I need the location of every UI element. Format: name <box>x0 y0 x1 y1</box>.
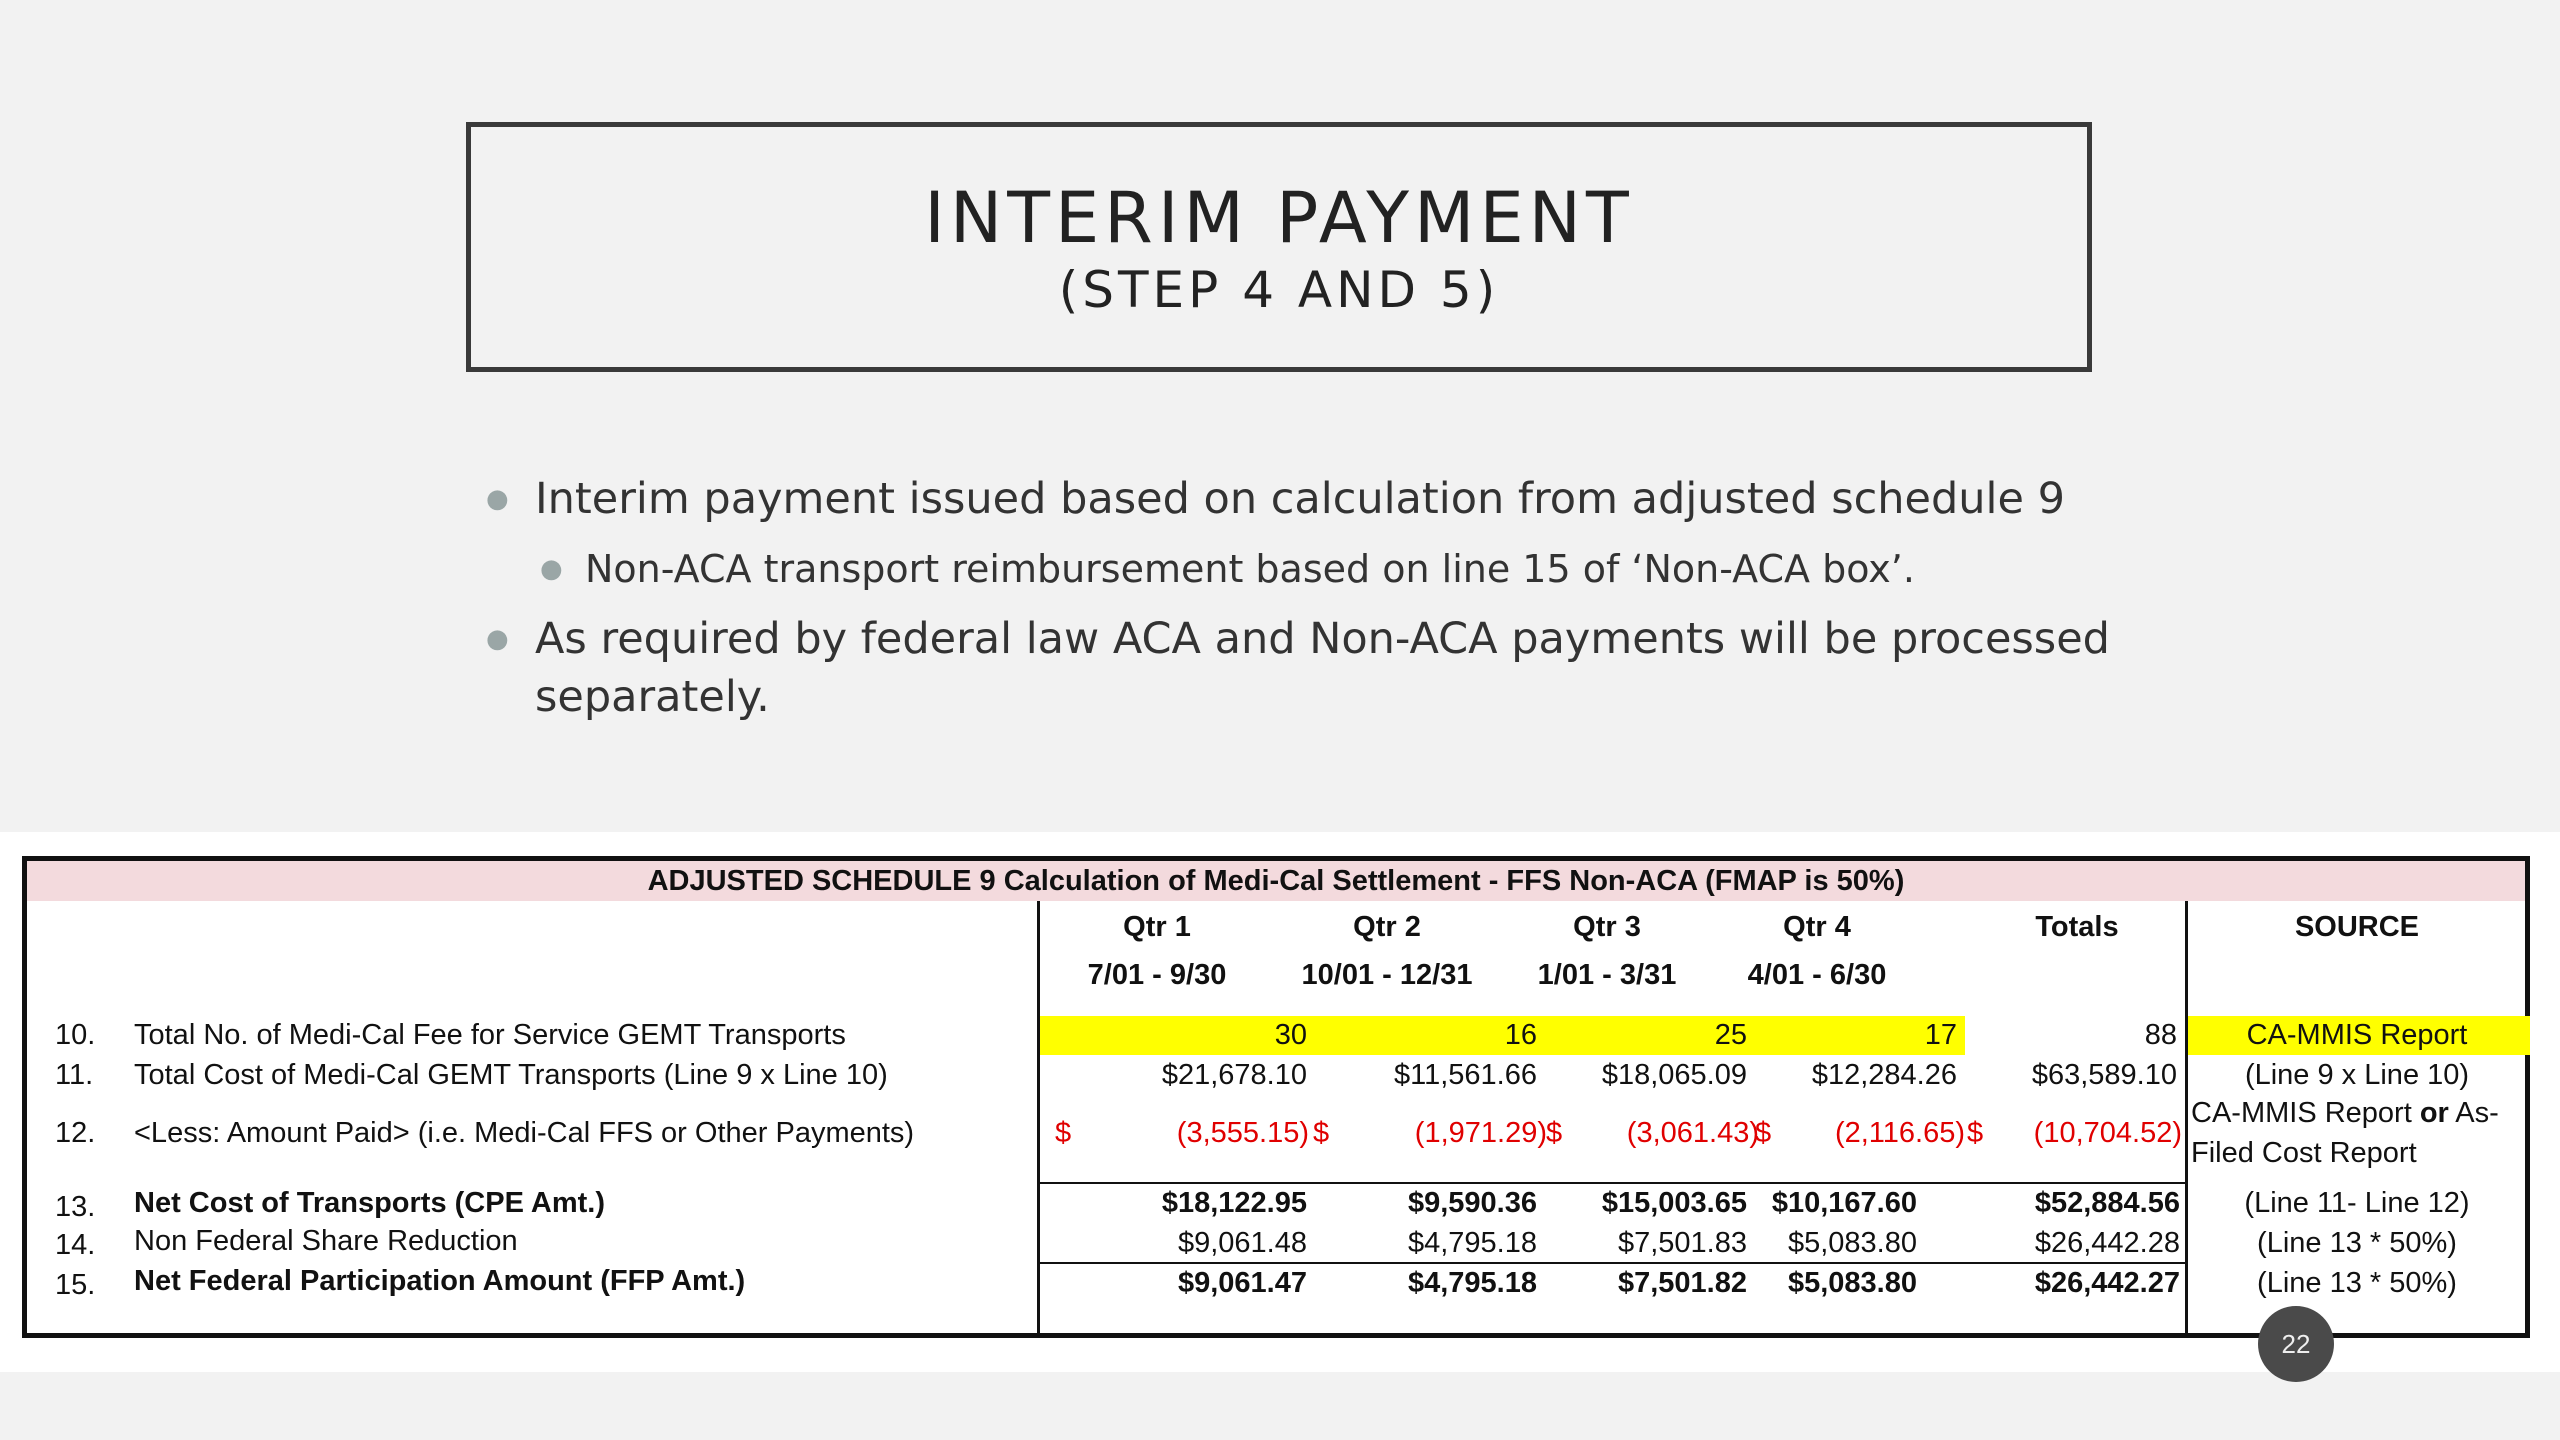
bullet-list <box>480 470 2130 740</box>
slide-title-box <box>466 122 2092 372</box>
row-number: 12. <box>55 1117 96 1149</box>
row-label: Total No. of Medi-Cal Fee for Service GEMT Transports <box>134 1019 846 1051</box>
row-10-qtr1: 30 <box>1274 1019 1307 1051</box>
bullet-dot-icon: ● <box>486 484 509 514</box>
row-14-qtr1: $9,061.48 <box>1177 1227 1307 1259</box>
row-15-qtr3: $7,501.82 <box>1617 1267 1747 1299</box>
row-label: Non Federal Share Reduction <box>134 1225 518 1257</box>
row-12-source-line2: Filed Cost Report <box>2191 1137 2417 1169</box>
row-15-qtr1: $9,061.47 <box>1177 1267 1307 1299</box>
row-14-qtr3: $7,501.83 <box>1617 1227 1747 1259</box>
header-qtr2: Qtr 2 <box>1353 911 1421 943</box>
header-totals: Totals <box>2035 911 2119 943</box>
schedule-table <box>22 856 2530 1338</box>
row-13-qtr3: $15,003.65 <box>1601 1187 1747 1219</box>
row-number: 10. <box>55 1019 96 1051</box>
row-label: Net Cost of Transports (CPE Amt.) <box>134 1187 606 1219</box>
row-15-qtr2: $4,795.18 <box>1407 1267 1537 1299</box>
header-qtr3: Qtr 3 <box>1573 911 1641 943</box>
row-13-qtr1: $18,122.95 <box>1161 1187 1307 1219</box>
row-label: Total Cost of Medi-Cal GEMT Transports (Line 9 x Line 10) <box>134 1059 888 1091</box>
row-12-total: (10,704.52) <box>2033 1117 2182 1149</box>
row-10-total: 88 <box>2144 1019 2177 1051</box>
row-13-qtr2: $9,590.36 <box>1407 1187 1537 1219</box>
period-qtr3: 1/01 - 3/31 <box>1537 959 1677 991</box>
row-14-qtr2: $4,795.18 <box>1407 1227 1537 1259</box>
row-number: 14. <box>55 1229 96 1261</box>
row-14-total: $26,442.28 <box>2034 1227 2180 1259</box>
period-qtr4: 4/01 - 6/30 <box>1747 959 1887 991</box>
row-15-source: (Line 13 * 50%) <box>2257 1267 2457 1299</box>
row-label: Net Federal Participation Amount (FFP Amt.) <box>134 1265 746 1297</box>
row-11-qtr4: $12,284.26 <box>1811 1059 1957 1091</box>
bullet-text: As required by federal law ACA and Non-ACA payments will be processed separately. <box>535 614 2110 722</box>
row-11-source: (Line 9 x Line 10) <box>2244 1059 2470 1091</box>
row-10-qtr2: 16 <box>1504 1019 1537 1051</box>
row-divider <box>1037 1182 2185 1184</box>
row-12-qtr4: (2,116.65) <box>1834 1117 1965 1149</box>
slide-title: INTERIM PAYMENT <box>924 177 1634 259</box>
row-10-source: CA-MMIS Report <box>2246 1019 2468 1051</box>
row-12-total-currency: $ <box>1967 1117 1984 1149</box>
row-number: 15. <box>55 1269 96 1301</box>
row-divider <box>1037 1262 2185 1264</box>
row-13-qtr4: $10,167.60 <box>1771 1187 1917 1219</box>
row-number: 11. <box>55 1059 94 1091</box>
row-label: <Less: Amount Paid> (i.e. Medi-Cal FFS or Other Payments) <box>134 1117 915 1149</box>
bullet-item <box>480 470 2130 528</box>
row-11-qtr1: $21,678.10 <box>1161 1059 1307 1091</box>
period-qtr1: 7/01 - 9/30 <box>1087 959 1227 991</box>
row-11-qtr3: $18,065.09 <box>1601 1059 1747 1091</box>
row-10-qtr4: 17 <box>1924 1019 1957 1051</box>
bullet-item <box>480 610 2130 726</box>
period-qtr2: 10/01 - 12/31 <box>1301 959 1473 991</box>
row-15-total: $26,442.27 <box>2034 1267 2180 1299</box>
row-12-qtr2: (1,971.29) <box>1414 1117 1547 1149</box>
row-12-qtr3-currency: $ <box>1546 1117 1563 1149</box>
bullet-dot-icon: ● <box>540 554 563 584</box>
slide-subtitle: (STEP 4 AND 5) <box>1058 261 1500 319</box>
row-12-qtr1-currency: $ <box>1055 1117 1072 1149</box>
row-12-qtr3: (3,061.43) <box>1626 1117 1759 1149</box>
row-13-source: (Line 11- Line 12) <box>2244 1187 2470 1219</box>
column-divider <box>1037 901 1040 1338</box>
bullet-text: Interim payment issued based on calculation from adjusted schedule 9 <box>535 474 2065 524</box>
header-qtr1: Qtr 1 <box>1123 911 1191 943</box>
table-title: ADJUSTED SCHEDULE 9 Calculation of Medi-Cal Settlement - FFS Non-ACA (FMAP is 50%) <box>27 861 2525 901</box>
row-12-qtr1: (3,555.15) <box>1176 1117 1309 1149</box>
schedule-table-area <box>0 832 2560 1372</box>
bullet-dot-icon: ● <box>486 624 509 654</box>
row-11-qtr2: $11,561.66 <box>1394 1059 1537 1091</box>
row-11-total: $63,589.10 <box>2031 1059 2177 1091</box>
bullet-text: Non-ACA transport reimbursement based on line 15 of ‘Non-ACA box’. <box>585 547 1915 591</box>
column-divider <box>2185 901 2188 1338</box>
row-14-source: (Line 13 * 50%) <box>2257 1227 2457 1259</box>
row-13-total: $52,884.56 <box>2034 1187 2180 1219</box>
row-number: 13. <box>55 1191 96 1223</box>
header-qtr4: Qtr 4 <box>1783 911 1851 943</box>
page-number-badge: 22 <box>2258 1306 2334 1382</box>
row-12-source-line1: CA-MMIS Report or As- <box>2191 1097 2499 1129</box>
row-12-qtr4-currency: $ <box>1755 1117 1772 1149</box>
row-12-qtr2-currency: $ <box>1313 1117 1330 1149</box>
sub-bullet-item <box>480 542 2130 596</box>
row-15-qtr4: $5,083.80 <box>1787 1267 1917 1299</box>
row-10-qtr3: 25 <box>1714 1019 1747 1051</box>
header-source: SOURCE <box>2294 911 2420 943</box>
row-14-qtr4: $5,083.80 <box>1787 1227 1917 1259</box>
